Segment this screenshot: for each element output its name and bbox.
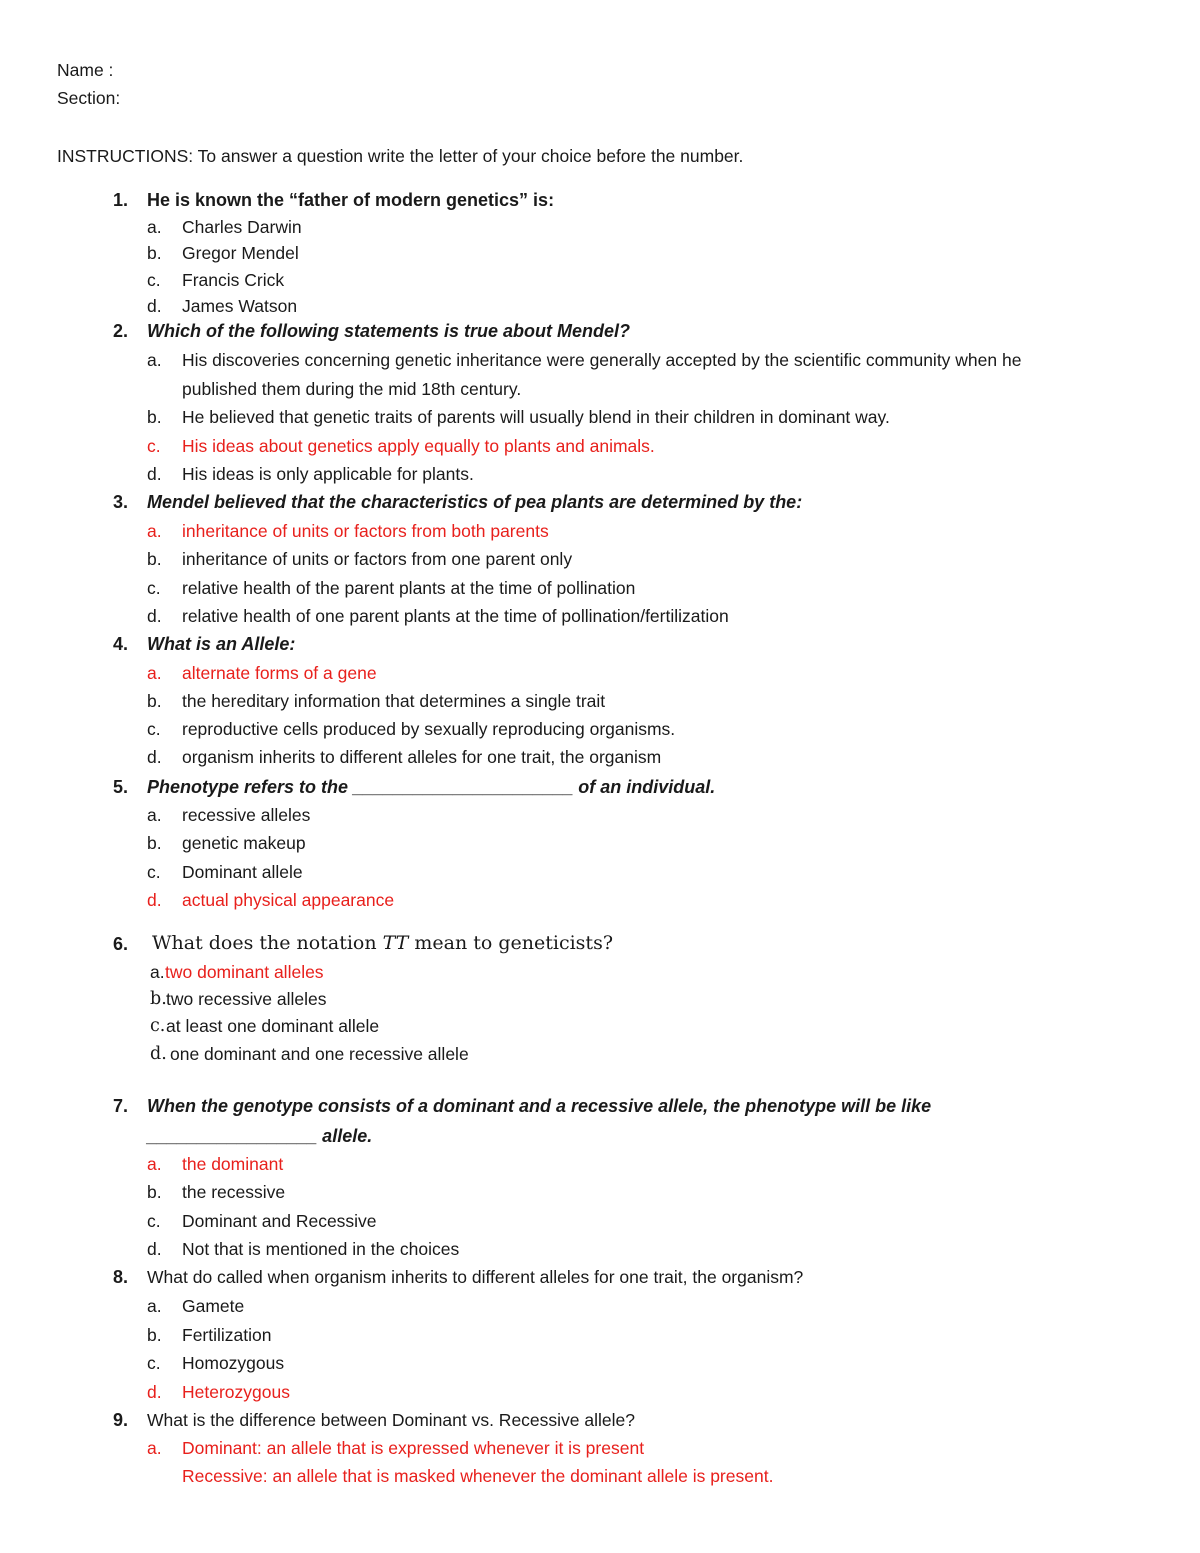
option-text: organism inherits to different alleles for one trait, the organism (182, 747, 662, 767)
option-letter: b. (147, 833, 162, 853)
question-7-number: 7. (112, 1096, 128, 1116)
option-letter: d. (147, 747, 162, 767)
option-text: Charles Darwin (182, 217, 302, 237)
option-letter-answer: a. (147, 663, 162, 683)
option-text-answer-continued: Recessive: an allele that is masked whenever the dominant allele is present. (182, 1466, 774, 1486)
question-7-text-continued: _________________ allele. (147, 1126, 373, 1146)
instructions: INSTRUCTIONS: To answer a question write the letter of your choice before the number. (57, 146, 744, 166)
question-8-number: 8. (112, 1267, 128, 1287)
option-text: inheritance of units or factors from one parent only (182, 549, 573, 569)
option-text: relative health of the parent plants at the time of pollination (182, 578, 636, 598)
option-text: Homozygous (182, 1353, 285, 1373)
option-letter: b. (147, 1182, 162, 1202)
option-letter: a. (147, 1296, 162, 1316)
option-text-answer: Heterozygous (182, 1382, 290, 1402)
option-text-answer: the dominant (182, 1154, 284, 1174)
option-letter: d. (147, 464, 162, 484)
option-letter: c. (147, 719, 161, 739)
option-text: He believed that genetic traits of parents will usually blend in their children in dominant way. (182, 407, 890, 427)
option-letter: b. (147, 407, 162, 427)
option-letter: c. (147, 1211, 161, 1231)
question-8-text: What do called when organism inherits to different alleles for one trait, the organism? (147, 1267, 804, 1287)
option-text: Dominant and Recessive (182, 1211, 377, 1231)
option-text-answer: His ideas about genetics apply equally to plants and animals. (182, 436, 655, 456)
option-letter-answer: c. (147, 436, 161, 456)
option-letter: b. (147, 1325, 162, 1345)
option-letter-answer: d. (147, 890, 162, 910)
option-text-answer: two dominant alleles (165, 962, 324, 982)
option-text: Fertilization (182, 1325, 272, 1345)
question-6-text: What does the notation TT mean to geneticists? (152, 932, 614, 954)
option-text: Dominant allele (182, 862, 303, 882)
option-text-continued: published them during the mid 18th century. (182, 379, 522, 399)
option-letter-answer: a. (147, 1438, 162, 1458)
option-text: relative health of one parent plants at the time of pollination/fertilization (182, 606, 729, 626)
option-letter: a. (147, 217, 162, 237)
option-text-answer: alternate forms of a gene (182, 663, 377, 683)
question-2-text: Which of the following statements is true about Mendel? (147, 321, 631, 341)
question-1-text: He is known the “father of modern genetics” is: (147, 190, 555, 210)
option-text: Not that is mentioned in the choices (182, 1239, 460, 1259)
option-text-answer: actual physical appearance (182, 890, 395, 910)
option-letter: c. (150, 1016, 166, 1036)
option-letter: c. (147, 1353, 161, 1373)
option-letter: d. (150, 1044, 167, 1064)
option-letter: a. (147, 350, 162, 370)
option-text: Gregor Mendel (182, 243, 299, 263)
option-letter: d. (147, 296, 162, 316)
question-4-number: 4. (112, 634, 128, 654)
option-text: Gamete (182, 1296, 245, 1316)
option-letter: b. (150, 989, 167, 1009)
option-letter-answer: a. (147, 521, 162, 541)
option-text: recessive alleles (182, 805, 311, 825)
option-text: His ideas is only applicable for plants. (182, 464, 474, 484)
question-2-number: 2. (112, 321, 128, 341)
question-1-number: 1. (112, 190, 128, 210)
option-letter: a. (150, 962, 165, 982)
option-letter: c. (147, 862, 161, 882)
question-6-number: 6. (112, 934, 128, 954)
option-text: Francis Crick (182, 270, 285, 290)
option-text: James Watson (182, 296, 298, 316)
option-letter: b. (147, 243, 162, 263)
option-text: the hereditary information that determines a single trait (182, 691, 606, 711)
option-letter: d. (147, 1239, 162, 1259)
question-5-number: 5. (112, 777, 128, 797)
question-9-number: 9. (112, 1410, 128, 1430)
option-letter-answer: d. (147, 1382, 162, 1402)
question-3-text: Mendel believed that the characteristics of pea plants are determined by the: (147, 492, 803, 512)
option-letter: a. (147, 805, 162, 825)
option-letter: b. (147, 691, 162, 711)
question-4-text: What is an Allele: (147, 634, 296, 654)
question-9-text: What is the difference between Dominant vs. Recessive allele? (147, 1410, 635, 1430)
option-text-answer: Dominant: an allele that is expressed whenever it is present (182, 1438, 645, 1458)
name-label: Name : (57, 60, 114, 80)
question-5-text: Phenotype refers to the ______________________ of an individual. (147, 777, 716, 797)
option-letter: d. (147, 606, 162, 626)
question-7-text: When the genotype consists of a dominant and a recessive allele, the phenotype will be like (147, 1096, 932, 1116)
option-text: the recessive (182, 1182, 286, 1202)
option-text-answer: inheritance of units or factors from both parents (182, 521, 549, 541)
option-text: genetic makeup (182, 833, 306, 853)
option-letter: c. (147, 578, 161, 598)
question-3-number: 3. (112, 492, 128, 512)
option-text: one dominant and one recessive allele (170, 1044, 469, 1064)
option-text: His discoveries concerning genetic inheritance were generally accepted by the scientific community when he (182, 350, 1022, 370)
option-text: at least one dominant allele (166, 1016, 380, 1036)
option-letter-answer: a. (147, 1154, 162, 1174)
option-letter: c. (147, 270, 161, 290)
option-letter: b. (147, 549, 162, 569)
option-text: two recessive alleles (166, 989, 327, 1009)
section-label: Section: (57, 88, 121, 108)
option-text: reproductive cells produced by sexually reproducing organisms. (182, 719, 676, 739)
